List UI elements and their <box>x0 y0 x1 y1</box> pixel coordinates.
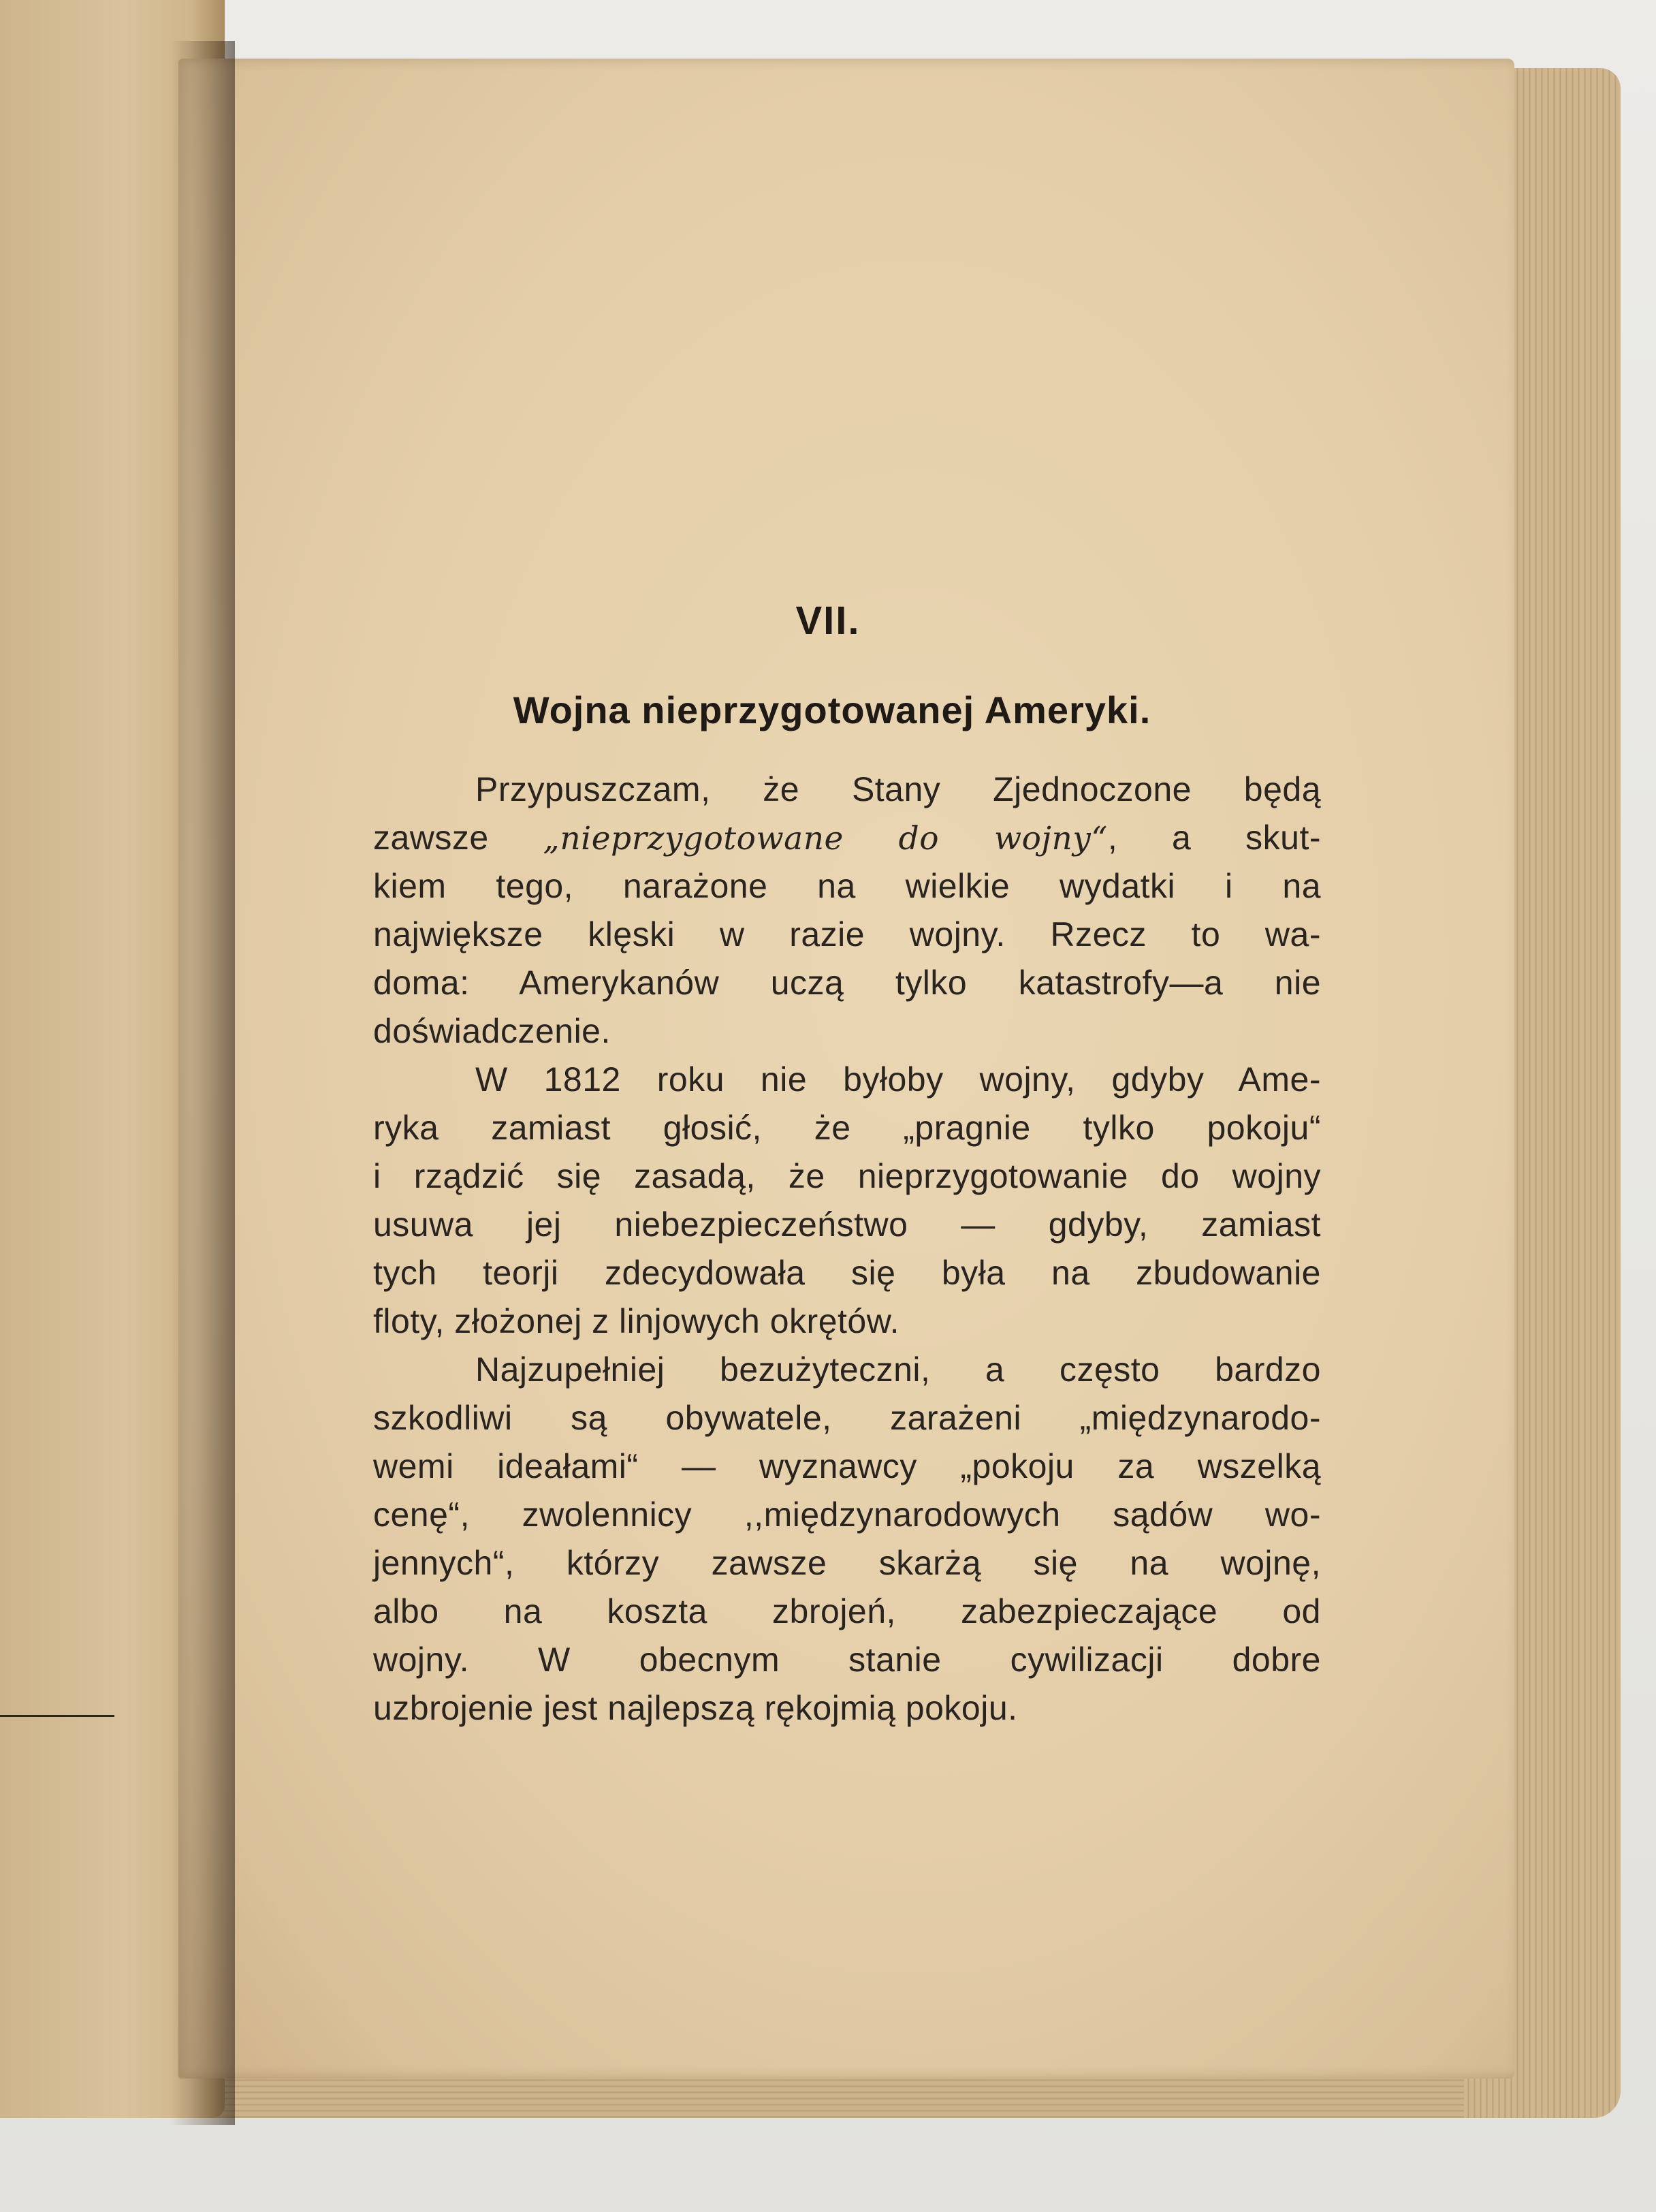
text-line: Najzupełniej bezużyteczni, a często bardzo <box>475 1350 1321 1389</box>
text-line <box>373 814 1321 862</box>
text-line: albo na koszta zbrojeń, zabezpieczające od <box>373 1592 1321 1630</box>
text-line: ryka zamiast głosić, że „pragnie tylko pokoju“ <box>373 1109 1321 1147</box>
text-segment: , a skut- <box>1107 819 1321 857</box>
text-line: tych teorji zdecydowała się była na zbudowanie <box>373 1254 1321 1292</box>
text-line: i rządzić się zasadą, że nieprzygotowanie do wojny <box>373 1157 1321 1195</box>
text-line: kiem tego, narażone na wielkie wydatki i na <box>373 867 1321 905</box>
text-line: W 1812 roku nie byłoby wojny, gdyby Ame- <box>475 1060 1321 1099</box>
text-line: jennych“, którzy zawsze skarżą się na wojnę, <box>373 1544 1321 1582</box>
text-segment: zawsze <box>373 819 489 857</box>
text-line: szkodliwi są obywatele, zarażeni „międzynarodo- <box>373 1399 1321 1437</box>
text-line: największe klęski w razie wojny. Rzecz to wa- <box>373 915 1321 953</box>
body-text <box>373 765 1321 1733</box>
italic-phrase: „nieprzygotowane do wojny“ <box>543 820 1108 857</box>
text-line: usuwa jej niebezpieczeństwo — gdyby, zamiast <box>373 1205 1321 1244</box>
chapter-number: VII. <box>795 599 861 643</box>
text-line: floty, złożonej z linjowych okrętów. <box>373 1302 899 1340</box>
text-line: uzbrojenie jest najlepszą rękojmią pokoju. <box>373 1689 1018 1727</box>
text-line: cenę“, zwolennicy ,,międzynarodowych sądów wo- <box>373 1496 1321 1534</box>
text-line: doma: Amerykanów uczą tylko katastrofy—a nie <box>373 964 1321 1002</box>
text-line: Przypuszczam, że Stany Zjednoczone będą <box>475 770 1321 808</box>
left-page-rule <box>0 1715 114 1717</box>
text-line: wemi ideałami“ — wyznawcy „pokoju za wszelką <box>373 1447 1321 1485</box>
chapter-title: Wojna nieprzygotowanej Ameryki. <box>513 689 1151 731</box>
text-line: wojny. W obecnym stanie cywilizacji dobre <box>373 1641 1321 1679</box>
book-gutter <box>170 41 235 2125</box>
text-line: doświadczenie. <box>373 1012 611 1050</box>
